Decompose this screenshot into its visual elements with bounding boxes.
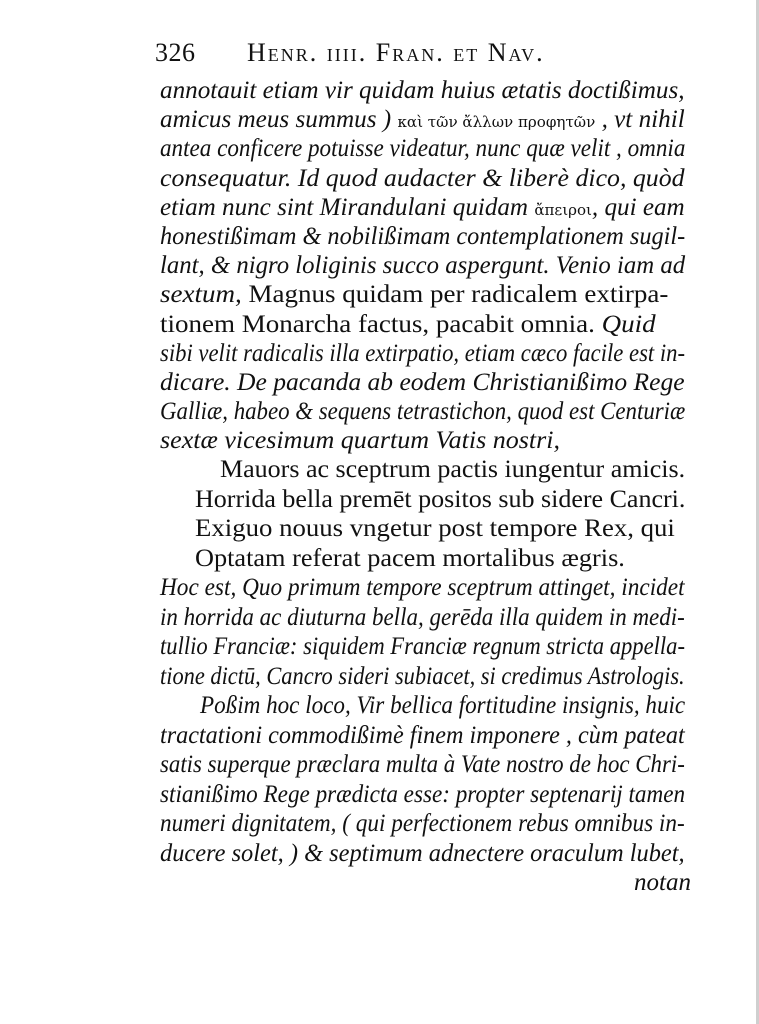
text-line — [160, 310, 656, 340]
running-title: Henr. iiii. Fran. et Nav. — [247, 38, 545, 67]
text-line: tractationi commodißimè finem imponere , cùm pateat — [160, 721, 685, 749]
text-line: in horrida ac diuturna bella, gerēda illa quidem in medi- — [160, 603, 685, 631]
text-span: Quid — [601, 310, 656, 338]
text-span: , qui eam — [591, 193, 685, 221]
text-line: numeri dignitatem, ( qui perfectionem rebus omnibus in- — [160, 810, 685, 837]
text-line — [160, 368, 685, 398]
text-span: consequatur. Id quod audacter & liberè dico, quòd — [160, 164, 685, 192]
text-line: satis superque præclara multa à Vate nostro de hoc Chri- — [160, 751, 685, 778]
text-line — [160, 280, 668, 310]
greek-phrase: καὶ τῶν ἄλλων προφητῶν — [397, 113, 596, 132]
text-span: etiam nunc sint Mirandulani quidam — [160, 193, 535, 221]
text-span: Galliæ, habeo & sequens tetrastichon, quod est Centuriæ — [160, 398, 686, 426]
text-line: Hoc est, Quo primum tempore sceptrum attinget, incidet — [160, 574, 685, 601]
text-line: stianißimo Rege prædicta esse: propter septenarij tamen — [160, 780, 686, 808]
page-header — [155, 38, 715, 74]
text-span: antea conficere potuisse videatur, nunc quæ velit , omnia — [160, 135, 686, 163]
text-line — [160, 251, 685, 281]
verse-line: Optatam referat pacem mortalibus ægris. — [195, 544, 625, 572]
text-span: amicus meus summus ) — [160, 106, 398, 134]
text-line — [160, 339, 685, 369]
text-span: sextæ vicesimum quartum Vatis nostri, — [160, 427, 561, 455]
text-line — [160, 164, 685, 194]
text-line — [160, 193, 685, 225]
catchword: notan — [634, 869, 691, 896]
text-span: sextum, — [160, 281, 249, 309]
text-line: tullio Franciæ: siquidem Franciæ regnum stricta appella- — [160, 633, 685, 660]
text-span: sibi velit radicalis illa extirpatio, etiam cæco facile est in- — [160, 339, 686, 367]
text-span: lant, & nigro loliginis succo aspergunt. Venio iam ad — [160, 252, 686, 280]
text-line — [160, 426, 560, 456]
text-span: Magnus quidam per radicalem extirpa- — [248, 281, 669, 309]
text-line — [160, 105, 685, 137]
verse-line: Mauors ac sceptrum pactis iungentur amicis. — [220, 456, 686, 483]
greek-phrase: ἄπειροι — [534, 200, 592, 219]
text-line: Poßim hoc loco, Vir bellica fortitudine insignis, huic — [200, 692, 686, 719]
text-line — [160, 76, 685, 106]
text-line — [160, 397, 685, 427]
page-number: 326 — [155, 38, 196, 67]
verse-line: Horrida bella premēt positos sub sidere Cancri. — [195, 485, 686, 513]
text-span: honestißimam & nobilißimam contemplationem sugil- — [160, 223, 686, 250]
verse-line: Exiguo nouus vngetur post tempore Rex, qui — [195, 515, 675, 542]
text-span: , vt nihil — [595, 106, 685, 134]
text-line — [160, 134, 685, 164]
text-line: ducere solet, ) & septimum adnectere oraculum lubet, — [160, 839, 685, 867]
text-span: dicare. De pacanda ab eodem Christianißimo Rege — [160, 369, 685, 396]
text-span: tionem Monarcha factus, pacabit omnia. — [160, 310, 602, 338]
text-line: tione dictū, Cancro sideri subiacet, si credimus Astrologis. — [160, 662, 685, 690]
text-line — [160, 222, 685, 252]
text-span: annotauit etiam vir quidam huius ætatis doctißimus, — [160, 77, 685, 104]
